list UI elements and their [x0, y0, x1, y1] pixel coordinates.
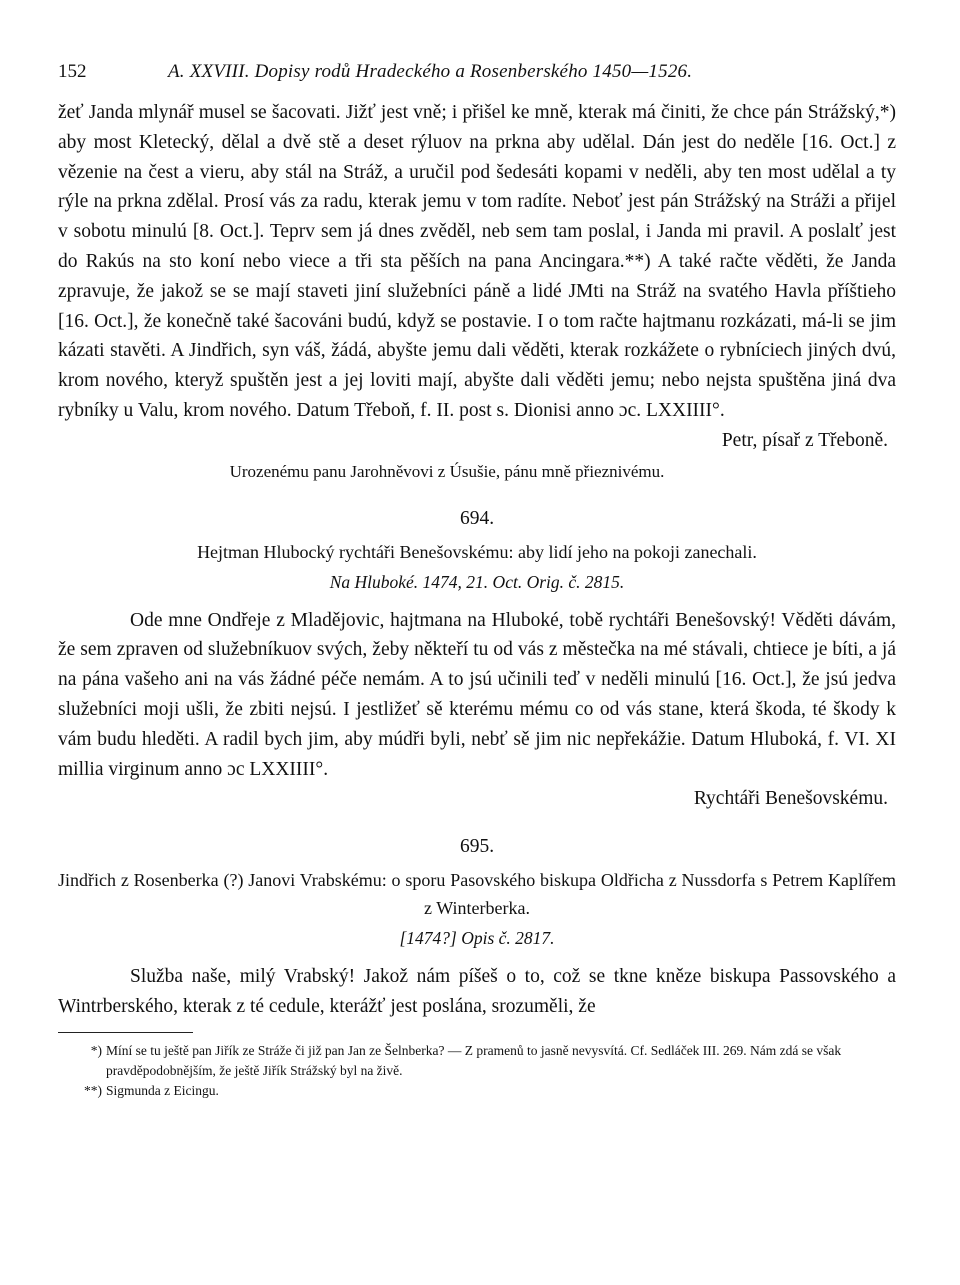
regest-695: Jindřich z Rosenberka (?) Janovi Vrabskému: o sporu Pasovského biskupa Oldřicha z Nussdorfa s Petrem Kaplířem z Winterberka. — [58, 870, 896, 919]
letter-signature: Petr, písař z Třeboně. — [721, 429, 888, 451]
letter-text-694: Ode mne Ondřeje z Mladějovic, hajtmana na Hluboké, tobě rychtáři Benešovský! Věděti dávám, že sem zpraven od služebníkuov svých, žeby někteří tu od vás z městečka na mé stávali, chtiece je bíti, a já na pána vašeho ani na vás žádné péče nemám. A to jsú učinili teď v neděli minulú [16. Oct.], že jsú jedva služebníci moji ušli, že zbiti nejsú. I jestližeť sě kterému mému co od vás stane, která škoda, té škody k vám budu hleděti. A radil bych jim, aby múdři byli, nebť sě jim nic nepřekážie. Datum Hluboká, f. VI. XI millia virginum anno ɔc LXXIIII°. — [58, 609, 896, 780]
source-694: Na Hluboké. 1474, 21. Oct. Orig. č. 2815. — [329, 571, 625, 592]
footnote-text: Sigmunda z Eicingu. — [106, 1082, 219, 1098]
footnote-mark: *) — [90, 1042, 102, 1058]
continued-letter-text: žeť Janda mlynář musel se šacovati. Jižť jest vně; i přišel ke mně, kterak má činiti, že chce pán Strážský,*) aby most Kletecký, dělal a dvě stě a deset rýluov na prkna aby udělal. Dán jest do neděle [16. Oct.] z vězenie na čest a vieru, aby stál na Stráž, a uručil pod šedesáti kopami v neděli, aby ten most udělal a ty rýle na prkna zdělal. Prosí vás za radu, kterak jemu v tom radíte. Neboť jest pán Strážský na Stráži a přijel v sobotu minulú [8. Oct.]. Teprv sem já dnes zvěděl, neb sem tam poslal, i Janda mi pravil. A poslalť jest do Rakús na sto koní nebo viece a tři sta pěších na pana Ancingara.**) A také račte věděti, že Janda zpravuje, že jakož se se mají staveti jiní služebníci páně a lidé JMti na Stráž na svatého Havla příštieho [16. Oct.], že konečně také šacováni budú, když se postavie. I o tom račte hajtmanu rozkázati, má-li se jim kázati stavěti. A Jindřich, syn váš, žádá, abyšte jemu dali věděti, kterak rozkážete o rybníciech jiných dvú, krom nového, kteryž spuštěn jest a jej loviti mají, abyšte dali věděti jemu; nebo nejsta spuštěna jiná dva rybníky u Valu, krom nového. Datum Třeboň, f. II. post s. Dionisi anno ɔc. LXXIIII°. — [58, 102, 896, 421]
running-head — [58, 58, 896, 86]
source-695: [1474?] Opis č. 2817. — [399, 928, 555, 949]
letter-signature-694: Rychtáři Benešovskému. — [693, 788, 888, 810]
footnote-mark: **) — [84, 1082, 102, 1098]
letter-address: Urozenému panu Jarohněvovi z Úsušie, pánu mně přieznivému. — [229, 461, 665, 481]
document-number-694: 694. — [459, 507, 495, 529]
regest-694: Hejtman Hlubocký rychtáři Benešovskému: aby lidí jeho na pokoji zanechali. — [197, 541, 757, 562]
page-number: 152 — [58, 61, 87, 82]
footnote-text: Míní se tu ještě pan Jiřík ze Stráže či již pan Jan ze Šelnberka? — Z pramenů to jasně nevysvítá. Cf. Sedláček III. 269. Nám zdá se však pravděpodobnějším, že ještě Jiřík Strážský byl na živě. — [106, 1042, 842, 1078]
footnote-rule — [58, 1032, 193, 1033]
running-title: A. XXVIII. Dopisy rodů Hradeckého a Rosenberského 1450—1526. — [168, 61, 693, 82]
letter-text-695: Služba naše, milý Vrabský! Jakož nám píšeš o to, což se tkne kněze biskupa Passovského a Wintrberského, kterak z té cedule, kterážť jest poslána, srozuměli, že — [58, 966, 896, 1017]
document-number-695: 695. — [459, 836, 495, 858]
footnote — [58, 1081, 896, 1101]
footnote — [58, 1041, 896, 1081]
